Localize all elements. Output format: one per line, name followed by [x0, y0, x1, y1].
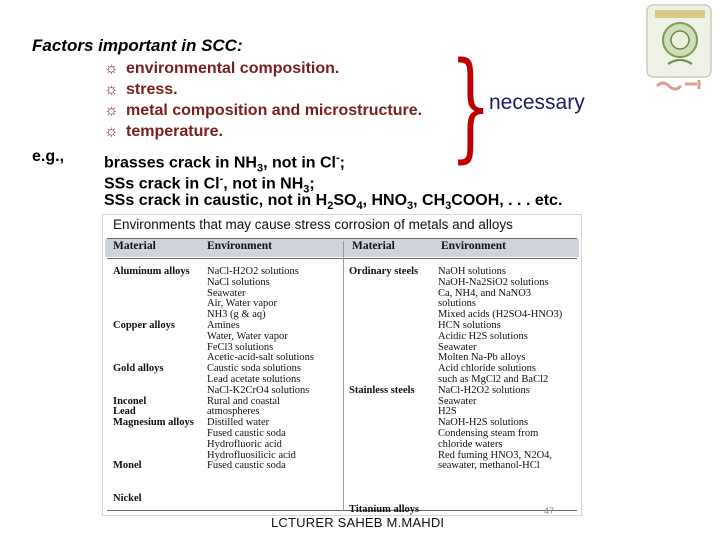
scc-environments-table	[102, 214, 582, 516]
table-cell-environment: Fused caustic soda	[207, 460, 286, 472]
sun-bullet-icon: ☼	[104, 81, 119, 98]
table-cell-environment: Water, Water vapor	[207, 330, 288, 342]
table-cell-environment: solutions	[438, 298, 476, 310]
table-cell-environment: Hydrofluoric acid	[207, 438, 282, 450]
factor-item: ☼ stress.	[104, 81, 178, 98]
sun-bullet-icon: ☼	[104, 102, 119, 119]
table-cell-environment: Lead acetate solutions	[207, 373, 301, 385]
table-cell-environment: Ca, NH4, and NaNO3	[438, 287, 532, 299]
table-cell-material: Inconel	[113, 395, 147, 407]
sun-bullet-icon: ☼	[104, 60, 119, 77]
table-cell-material	[349, 407, 419, 418]
table-cell-material	[349, 483, 419, 494]
table-cell-environment: Seawater	[438, 395, 477, 407]
examples-label: e.g.,	[32, 148, 65, 165]
page-number: 47	[544, 506, 555, 516]
table-cell-material	[349, 299, 419, 310]
sun-bullet-icon: ☼	[104, 123, 119, 140]
material-column	[113, 267, 194, 505]
table-cell-environment: Acid chloride solutions	[438, 363, 536, 375]
column-divider	[343, 241, 344, 511]
table-cell-environment: FeCl3 solutions	[207, 341, 274, 353]
table-cell-environment: Condensing steam from	[438, 427, 539, 439]
table-cell-material	[349, 418, 419, 429]
table-cell-material	[349, 321, 419, 332]
table-cell-material	[113, 289, 194, 300]
table-cell-environment: NaCl solutions	[207, 276, 270, 288]
table-rule	[107, 258, 577, 259]
table-cell-material	[349, 364, 419, 375]
table-cell-material	[113, 429, 194, 440]
table-cell-material	[113, 332, 194, 343]
table-cell-material: Nickel	[113, 492, 142, 504]
table-cell-environment: Acetic-acid-salt solutions	[207, 352, 315, 364]
table-cell-environment: Caustic soda solutions	[207, 363, 301, 375]
table-caption: Environments that may cause stress corrosion of metals and alloys	[113, 217, 513, 232]
table-cell-material	[349, 278, 419, 289]
table-cell-material: Gold alloys	[113, 363, 164, 375]
table-cell-environment: Seawater	[438, 341, 477, 353]
header-material: Material	[113, 240, 156, 252]
table-cell-material: Aluminum alloys	[113, 266, 190, 277]
table-cell-material	[349, 494, 419, 505]
table-cell-material	[349, 310, 419, 321]
environment-column	[207, 267, 314, 472]
university-logo-icon	[643, 2, 717, 102]
table-cell-environment: NaCl-K2CrO4 solutions	[207, 384, 310, 396]
environment-column	[438, 267, 562, 472]
table-cell-environment: HCN solutions	[438, 319, 501, 331]
table-cell-environment: Red fuming HNO3, N2O4,	[438, 449, 553, 461]
material-column	[349, 267, 419, 515]
footer-author: LCTURER SAHEB M.MAHDI	[271, 515, 445, 530]
table-cell-material: Copper alloys	[113, 319, 175, 331]
table-cell-material	[113, 375, 194, 386]
header-environment: Environment	[441, 240, 506, 252]
table-header-row	[105, 239, 579, 257]
table-cell-environment: Distilled water	[207, 417, 270, 429]
table-cell-environment: Hydrofluosilicic acid	[207, 449, 296, 461]
table-cell-material	[113, 343, 194, 354]
table-cell-material	[113, 278, 194, 289]
table-cell-material: Ordinary steels	[349, 266, 419, 277]
table-cell-material	[349, 440, 419, 451]
factor-item: ☼ metal composition and microstructure.	[104, 102, 423, 119]
table-rule	[107, 238, 577, 239]
table-cell-environment: NaOH-Na2SiO2 solutions	[438, 276, 549, 288]
example-line: SSs crack in Cl-, not in $NH_3$;	[104, 173, 315, 196]
table-cell-material	[113, 472, 194, 483]
header-environment: Environment	[207, 240, 272, 252]
table-cell-material	[349, 472, 419, 483]
example-line: SSs crack in caustic, not in $H_2SO_4$, $HNO_3$, $CH_3COOH$, . . . etc.	[104, 192, 563, 213]
table-cell-material	[349, 343, 419, 354]
table-cell-material: Titanium alloys	[349, 503, 420, 515]
factor-item: ☼ environmental composition.	[104, 60, 340, 77]
table-cell-environment: seawater, methanol-HCl	[438, 460, 540, 472]
table-cell-material	[113, 299, 194, 310]
table-rule	[107, 510, 577, 511]
table-cell-material	[113, 386, 194, 397]
table-cell-environment: Mixed acids (H2SO4-HNO3)	[438, 309, 563, 321]
table-cell-material	[349, 289, 419, 300]
table-cell-material	[113, 440, 194, 451]
table-cell-material	[349, 332, 419, 343]
table-cell-environment: Rural and coastal	[207, 395, 280, 407]
slide-title: Factors important in SCC:	[32, 36, 243, 55]
table-cell-environment: Amines	[207, 319, 240, 331]
table-cell-material	[349, 429, 419, 440]
example-line: brasses crack in $NH_3$, not in Cl-;	[104, 152, 345, 175]
table-cell-material: Monel	[113, 460, 142, 472]
right-brace-icon: }	[450, 36, 492, 174]
table-cell-environment: Acidic H2S solutions	[438, 330, 528, 342]
table-cell-material	[349, 451, 419, 462]
table-cell-environment: atmospheres	[207, 406, 260, 418]
table-cell-material: Magnesium alloys	[113, 417, 194, 429]
table-cell-environment: NaOH solutions	[438, 266, 506, 277]
table-cell-environment: Seawater	[207, 287, 246, 299]
table-cell-environment: H2S	[438, 406, 457, 418]
table-cell-environment: chloride waters	[438, 438, 503, 450]
table-cell-environment: NH3 (g & aq)	[207, 309, 266, 321]
table-cell-environment: NaOH-H2S solutions	[438, 417, 529, 429]
header-material: Material	[352, 240, 395, 252]
table-cell-material: Stainless steels	[349, 384, 415, 396]
table-cell-environment: NaCl-H2O2 solutions	[438, 384, 530, 396]
table-cell-material: Lead	[113, 406, 136, 418]
table-cell-environment: Air, Water vapor	[207, 298, 277, 310]
brace-label: necessary	[489, 91, 585, 114]
factor-item: ☼ temperature.	[104, 123, 223, 140]
table-cell-environment: NaCl-H2O2 solutions	[207, 266, 299, 277]
table-cell-environment: such as MgCl2 and BaCl2	[438, 373, 549, 385]
table-cell-environment: Molten Na-Pb alloys	[438, 352, 526, 364]
table-cell-environment: Fused caustic soda	[207, 427, 286, 439]
factor-list	[104, 58, 422, 142]
table-cell-material	[349, 397, 419, 408]
table-cell-material	[349, 461, 419, 472]
table-cell-material	[349, 353, 419, 364]
